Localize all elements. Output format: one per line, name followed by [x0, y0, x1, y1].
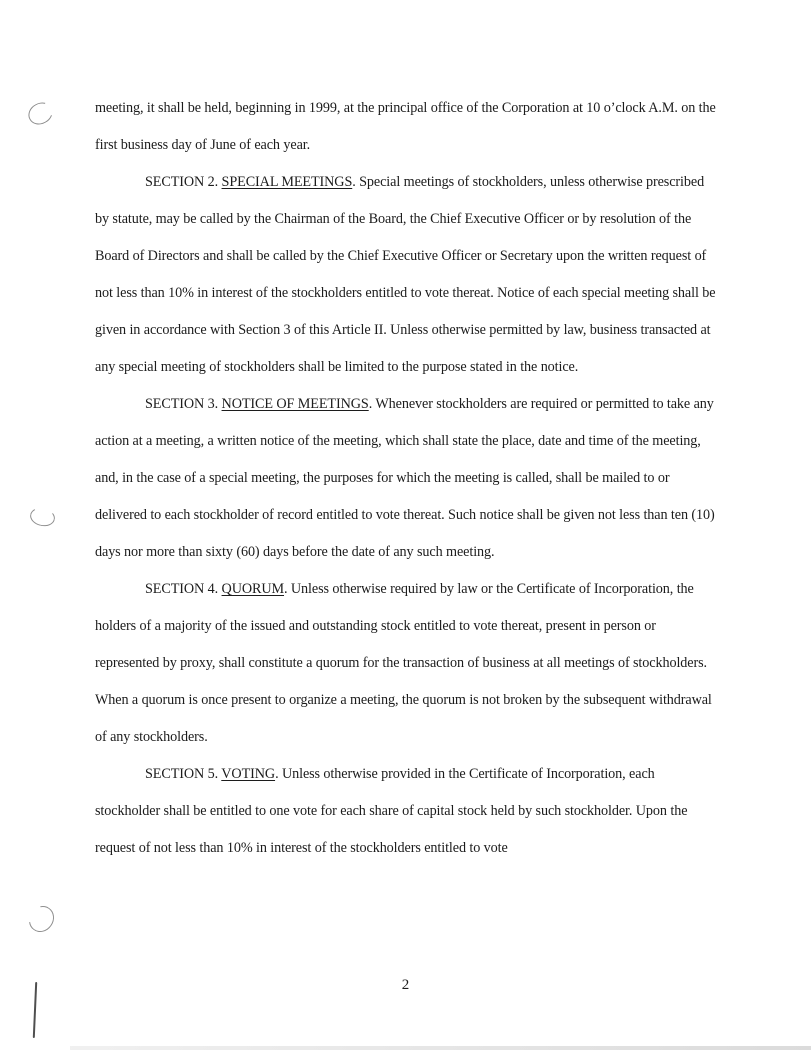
paragraph-section-4-quorum	[95, 571, 719, 756]
paragraph-section-5-voting	[95, 756, 719, 867]
section-heading: SPECIAL MEETINGS	[221, 174, 353, 190]
paragraph-text: meeting, it shall be held, beginning in 1999, at the principal office of the Corporation at 10 o’clock A.M. on the first business day of June of each year.	[95, 100, 716, 153]
paragraph-section-3-notice-of-meetings	[95, 386, 719, 571]
paragraph-text: SECTION 2.	[145, 174, 222, 190]
section-heading: NOTICE OF MEETINGS	[221, 396, 369, 412]
paragraph-text: SECTION 5.	[145, 766, 222, 782]
paragraph-text: SECTION 4.	[145, 581, 222, 597]
paragraph-text: . Unless otherwise required by law or the Certificate of Incorporation, the holders of a majority of the issued and outstanding stock entitled to vote thereat, present in person or represented by proxy, shall constitute a quorum for the transaction of business at all meetings of stockholders. When a quorum is once present to organize a meeting, the quorum is not broken by the subsequent withdrawal of any stockholders.	[95, 581, 712, 745]
page-number: 2	[401, 977, 410, 993]
hole-punch-mark	[24, 901, 59, 937]
scan-edge-shadow	[70, 1046, 811, 1050]
paragraph-text: . Special meetings of stockholders, unless otherwise prescribed by statute, may be called by the Chairman of the Board, the Chief Executive Officer or by resolution of the Board of Directors and shall be called by the Chief Executive Officer or Secretary upon the written request of not less than 10% in interest of the stockholders entitled to vote thereat. Notice of each special meeting shall be given in accordance with Section 3 of this Article II. Unless otherwise permitted by law, business transacted at any special meeting of stockholders shall be limited to the purpose stated in the notice.	[95, 174, 716, 375]
hole-punch-mark	[25, 98, 57, 128]
paragraph-section-2-special-meetings	[95, 164, 719, 386]
section-heading: QUORUM	[221, 581, 285, 597]
paragraph-annual-meeting-continuation	[95, 90, 719, 164]
section-heading: VOTING	[221, 766, 276, 782]
document-body	[95, 90, 719, 867]
paragraph-text: . Unless otherwise provided in the Certificate of Incorporation, each stockholder shall be entitled to one vote for each share of capital stock held by such stockholder. Upon the request of not less than 10% in interest of the stockholders entitled to vote	[95, 766, 688, 856]
paragraph-text: SECTION 3.	[145, 396, 222, 412]
paragraph-text: . Whenever stockholders are required or permitted to take any action at a meeting, a written notice of the meeting, which shall state the place, date and time of the meeting, and, in the case of a special meeting, the purposes for which the meeting is called, shall be mailed to or delivered to each stockholder of record entitled to vote thereat. Such notice shall be given not less than ten (10) days nor more than sixty (60) days before the date of any such meeting.	[95, 396, 715, 560]
hole-punch-mark	[28, 506, 56, 529]
